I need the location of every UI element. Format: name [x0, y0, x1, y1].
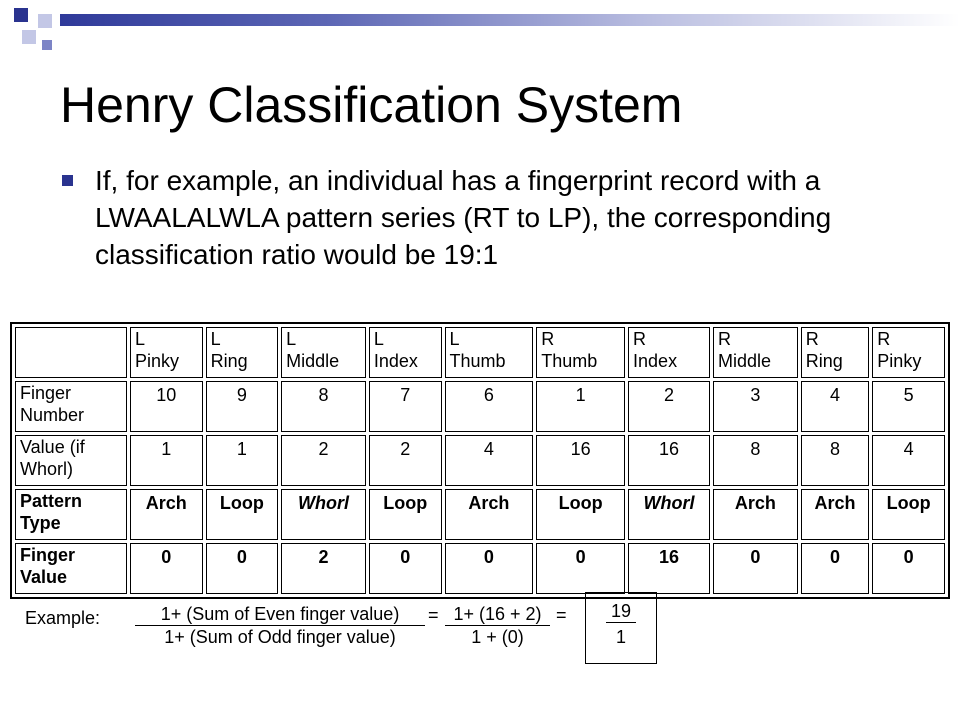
- table-cell: 16: [628, 435, 710, 486]
- equals-sign: =: [428, 605, 439, 625]
- header-cell: R Middle: [713, 327, 798, 378]
- table-cell: 2: [369, 435, 442, 486]
- header-cell: R Ring: [801, 327, 870, 378]
- table-cell: 1: [206, 435, 279, 486]
- table-row: [15, 435, 945, 486]
- header-cell: R Pinky: [872, 327, 945, 378]
- header-cell: R Index: [628, 327, 710, 378]
- table-cell: 16: [628, 543, 710, 594]
- table-cell: 2: [628, 381, 710, 432]
- table-cell: 4: [445, 435, 534, 486]
- table-cell: Loop: [536, 489, 625, 540]
- table-cell: 6: [445, 381, 534, 432]
- table-cell: Whorl: [281, 489, 366, 540]
- table-cell: 16: [536, 435, 625, 486]
- deco-square: [14, 8, 28, 22]
- table-cell: Loop: [206, 489, 279, 540]
- result-box: [585, 592, 657, 664]
- header-cell: L Ring: [206, 327, 279, 378]
- header-cell: L Middle: [281, 327, 366, 378]
- table-cell: 0: [369, 543, 442, 594]
- table-cell: Whorl: [628, 489, 710, 540]
- bullet-icon: [62, 175, 73, 186]
- table-cell: Arch: [130, 489, 203, 540]
- table-cell: 1: [536, 381, 625, 432]
- table-cell: 0: [206, 543, 279, 594]
- deco-square: [22, 30, 36, 44]
- table-cell: 7: [369, 381, 442, 432]
- table-cell: Arch: [713, 489, 798, 540]
- table-cell: 0: [872, 543, 945, 594]
- header-band: [60, 14, 960, 26]
- header-cell: [15, 327, 127, 378]
- slide-title: Henry Classification System: [60, 77, 683, 133]
- table-cell: 8: [801, 435, 870, 486]
- table-cell: 2: [281, 435, 366, 486]
- header-cell: R Thumb: [536, 327, 625, 378]
- table-cell: 0: [130, 543, 203, 594]
- row-label: Pattern Type: [15, 489, 127, 540]
- fraction-even-odd: [135, 603, 425, 648]
- result-numerator: 19: [606, 601, 636, 623]
- table-cell: 4: [872, 435, 945, 486]
- table-cell: 5: [872, 381, 945, 432]
- result-denominator: 1: [615, 627, 626, 647]
- table-cell: 2: [281, 543, 366, 594]
- header-cell: L Index: [369, 327, 442, 378]
- header-cell: L Thumb: [445, 327, 534, 378]
- deco-square: [42, 40, 52, 50]
- table-cell: 4: [801, 381, 870, 432]
- table-cell: Arch: [445, 489, 534, 540]
- table-cell: 8: [713, 435, 798, 486]
- finger-table: [10, 322, 950, 599]
- table-cell: 10: [130, 381, 203, 432]
- table-cell: 1: [130, 435, 203, 486]
- table-cell: 3: [713, 381, 798, 432]
- table-cell: 0: [445, 543, 534, 594]
- table-cell: 8: [281, 381, 366, 432]
- row-label: Value (if Whorl): [15, 435, 127, 486]
- table-cell: Arch: [801, 489, 870, 540]
- equals-sign: =: [556, 605, 567, 625]
- fraction-numerator: 1+ (16 + 2): [445, 603, 550, 626]
- bullet-text: If, for example, an individual has a fingerprint record with a LWAALALWLA pattern series (RT to LP), the corresponding classification ratio would be 19:1: [95, 165, 832, 270]
- table-row: [15, 543, 945, 594]
- table-row: [15, 381, 945, 432]
- table-cell: 0: [801, 543, 870, 594]
- table-row: [15, 489, 945, 540]
- table-cell: 0: [536, 543, 625, 594]
- table-cell: 9: [206, 381, 279, 432]
- table-header-row: [15, 327, 945, 378]
- fraction-denominator: 1+ (Sum of Odd finger value): [164, 627, 396, 647]
- table-cell: Loop: [369, 489, 442, 540]
- fraction-denominator: 1 + (0): [471, 627, 524, 647]
- example-label: Example:: [25, 608, 101, 628]
- table-cell: Loop: [872, 489, 945, 540]
- header-cell: L Pinky: [130, 327, 203, 378]
- row-label: Finger Value: [15, 543, 127, 594]
- deco-square: [38, 14, 52, 28]
- fraction-substituted: [445, 603, 550, 648]
- table-cell: 0: [713, 543, 798, 594]
- row-label: Finger Number: [15, 381, 127, 432]
- fraction-numerator: 1+ (Sum of Even finger value): [135, 603, 425, 626]
